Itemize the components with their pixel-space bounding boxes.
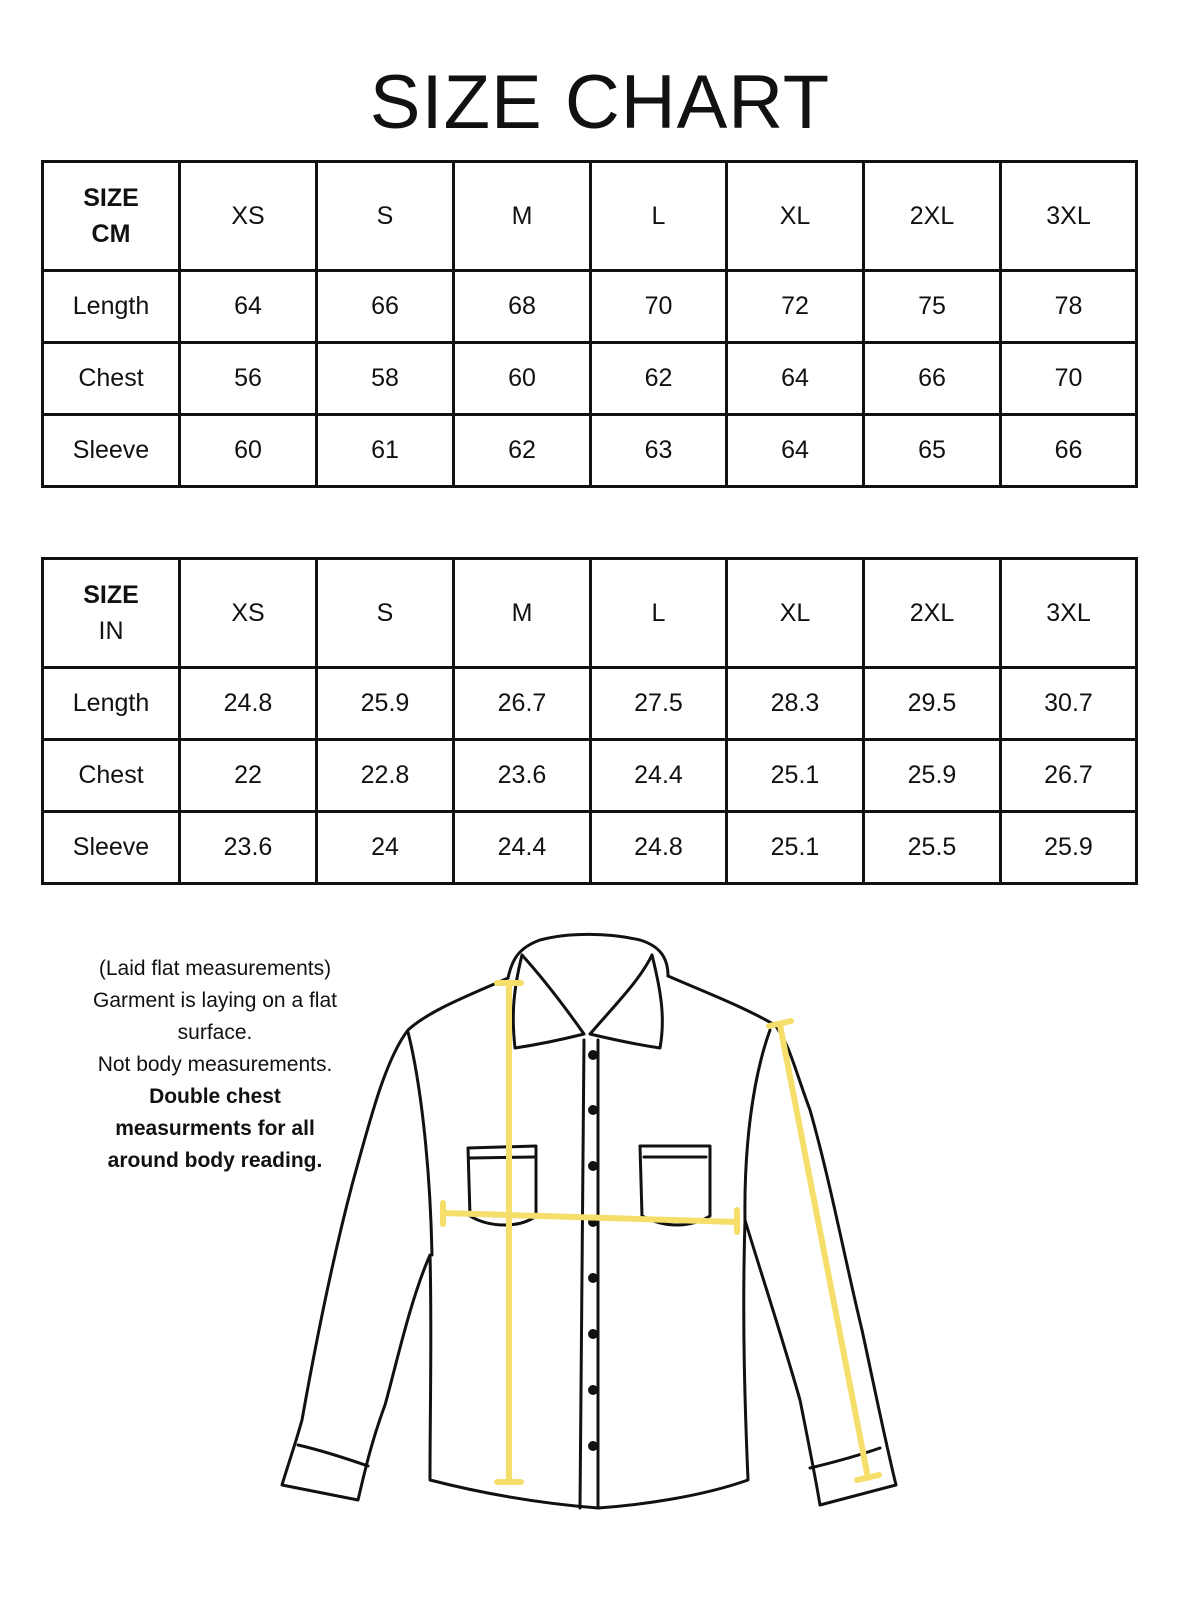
table-cell: 26.7: [1001, 740, 1137, 812]
size-header-xl: XL: [727, 559, 864, 668]
table-cell: 65: [864, 415, 1001, 487]
table-cell: 60: [454, 343, 591, 415]
row-label: Sleeve: [43, 415, 180, 487]
size-header-3xl: 3XL: [1001, 162, 1137, 271]
unit-label-in: IN: [98, 617, 124, 645]
unit-header-cell: [43, 559, 180, 668]
table-cell: 68: [454, 271, 591, 343]
size-header-3xl: 3XL: [1001, 559, 1137, 668]
table-cell: 70: [1001, 343, 1137, 415]
size-header-2xl: 2XL: [864, 559, 1001, 668]
table-cell: 64: [727, 343, 864, 415]
size-header-m: M: [454, 559, 591, 668]
table-row-chest: [43, 343, 1137, 415]
table-cell: 66: [1001, 415, 1137, 487]
table-row-length: [43, 668, 1137, 740]
sleeve-measure-line: [780, 1025, 868, 1478]
table-cell: 26.7: [454, 668, 591, 740]
size-header-2xl: 2XL: [864, 162, 1001, 271]
button-icon: [588, 1329, 598, 1339]
button-icon: [588, 1105, 598, 1115]
table-cell: 27.5: [591, 668, 727, 740]
note-bold-line: around body reading.: [107, 1149, 323, 1172]
table-cell: 25.9: [1001, 812, 1137, 884]
button-icon: [588, 1161, 598, 1171]
table-cell: 60: [180, 415, 317, 487]
table-cell: 25.5: [864, 812, 1001, 884]
table-row-length: [43, 271, 1137, 343]
table-cell: 61: [317, 415, 454, 487]
unit-header-cell: [43, 162, 180, 271]
measurement-guides: [443, 983, 879, 1482]
table-cell: 24.4: [591, 740, 727, 812]
table-row-sleeve: [43, 415, 1137, 487]
table-cell: 25.9: [317, 668, 454, 740]
note-line: Not body measurements.: [97, 1053, 333, 1076]
table-cell: 66: [317, 271, 454, 343]
table-cell: 66: [864, 343, 1001, 415]
table-cell: 23.6: [454, 740, 591, 812]
table-cell: 30.7: [1001, 668, 1137, 740]
table-cell: 72: [727, 271, 864, 343]
note-line: surface.: [177, 1021, 253, 1044]
row-label: Length: [43, 271, 180, 343]
page-title: SIZE CHART: [369, 60, 831, 145]
size-table-in: [41, 557, 1138, 885]
row-label: Chest: [43, 740, 180, 812]
row-label: Chest: [43, 343, 180, 415]
note-bold-line: Double chest: [149, 1085, 281, 1108]
table-cell: 24: [317, 812, 454, 884]
placket-left: [580, 1040, 584, 1508]
table-cell: 56: [180, 343, 317, 415]
collar-left: [513, 955, 584, 1048]
table-cell: 64: [180, 271, 317, 343]
table-row-chest: [43, 740, 1137, 812]
size-header-s: S: [317, 162, 454, 271]
size-header-l: L: [591, 162, 727, 271]
button-icon: [588, 1441, 598, 1451]
table-cell: 75: [864, 271, 1001, 343]
unit-label-cm: CM: [91, 220, 131, 248]
table-cell: 28.3: [727, 668, 864, 740]
table-cell: 70: [591, 271, 727, 343]
sleeve-measure-cap-top: [769, 1021, 791, 1026]
table-cell: 58: [317, 343, 454, 415]
left-cuff-line: [298, 1445, 368, 1466]
note-line: Garment is laying on a flat: [93, 989, 337, 1012]
size-header-xl: XL: [727, 162, 864, 271]
size-header-xs: XS: [180, 559, 317, 668]
table-cell: 25.1: [727, 740, 864, 812]
table-cell: 24.4: [454, 812, 591, 884]
size-header-s: S: [317, 559, 454, 668]
table-cell: 63: [591, 415, 727, 487]
unit-label-size: SIZE: [83, 581, 139, 609]
table-cell: 22: [180, 740, 317, 812]
size-header-l: L: [591, 559, 727, 668]
table-cell: 23.6: [180, 812, 317, 884]
table-cell: 62: [454, 415, 591, 487]
button-icon: [588, 1385, 598, 1395]
size-table-cm: [41, 160, 1138, 488]
table-cell: 29.5: [864, 668, 1001, 740]
row-label: Length: [43, 668, 180, 740]
table-cell: 24.8: [180, 668, 317, 740]
header-row: [43, 559, 1137, 668]
sleeve-measure-cap-bottom: [857, 1475, 879, 1480]
right-armhole-seam: [745, 1030, 770, 1220]
table-cell: 24.8: [591, 812, 727, 884]
table-cell: 78: [1001, 271, 1137, 343]
unit-label-size: SIZE: [83, 184, 139, 212]
button-icon: [588, 1273, 598, 1283]
left-pocket-flap: [470, 1157, 534, 1158]
table-cell: 25.9: [864, 740, 1001, 812]
button-icon: [588, 1050, 598, 1060]
table-cell: 64: [727, 415, 864, 487]
table-cell: 25.1: [727, 812, 864, 884]
note-bold-line: measurments for all: [115, 1117, 315, 1140]
size-header-m: M: [454, 162, 591, 271]
table-cell: 22.8: [317, 740, 454, 812]
left-armhole-seam: [408, 1032, 432, 1255]
right-cuff-line: [810, 1448, 880, 1468]
size-header-xs: XS: [180, 162, 317, 271]
collar-right: [590, 955, 662, 1048]
table-cell: 62: [591, 343, 727, 415]
shirt-illustration: [270, 920, 910, 1520]
note-line: (Laid flat measurements): [98, 957, 332, 980]
header-row: [43, 162, 1137, 271]
table-row-sleeve: [43, 812, 1137, 884]
row-label: Sleeve: [43, 812, 180, 884]
